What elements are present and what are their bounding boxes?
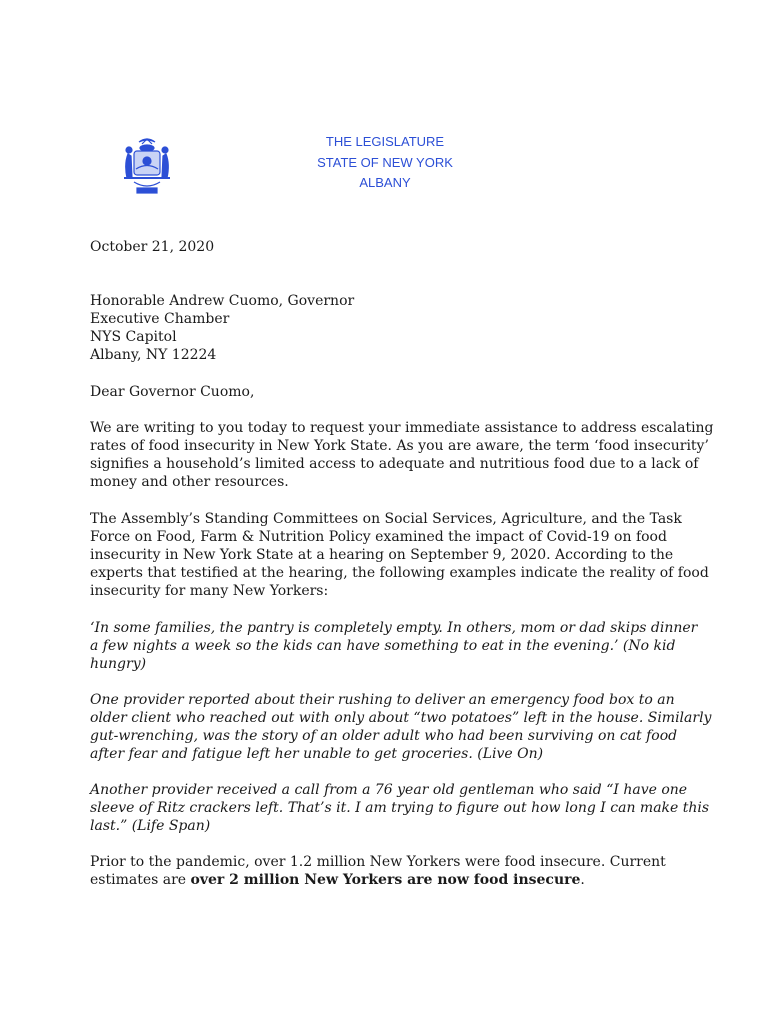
quote-no-kid-hungry [90,619,698,673]
recipient-line-1: Honorable Andrew Cuomo, Governor [90,293,355,309]
recipient-address [90,292,690,364]
paragraph-3-text: estimates are [90,872,191,888]
quote-3-line: sleeve of Ritz crackers left. That’s it. I am trying to figure out how long I can make this [90,800,710,816]
paragraph-3-line: Prior to the pandemic, over 1.2 million New Yorkers were food insecure. Current [90,854,666,870]
food-insecure-emphasis: over 2 million New Yorkers are now food insecure [190,872,581,888]
paragraph-2-line: insecurity in New York State at a hearing on September 9, 2020. According to the [90,547,674,563]
letterhead [290,132,480,194]
quote-life-span [90,781,710,835]
quote-2-line: One provider reported about their rushing to deliver an emergency food box to an [90,692,675,708]
paragraph-1 [90,419,714,491]
paragraph-2-line: The Assembly’s Standing Committees on Social Services, Agriculture, and the Task [90,511,682,527]
paragraph-1-line: signifies a household’s limited access to adequate and nutritious food due to a lack of [90,456,699,472]
letter-date: October 21, 2020 [90,239,215,255]
recipient-line-3: NYS Capitol [90,329,177,345]
new-york-state-seal-icon [112,134,182,202]
paragraph-1-line: We are writing to you today to request your immediate assistance to address escalating [90,420,714,436]
recipient-line-4: Albany, NY 12224 [90,347,217,363]
quote-2-line: older client who reached out with only about “two potatoes” left in the house. Similarly [90,710,712,726]
salutation: Dear Governor Cuomo, [90,384,255,400]
quote-2-line: after fear and fatigue left her unable to get groceries. (Live On) [90,746,544,762]
paragraph-1-line: money and other resources. [90,474,289,490]
paragraph-2-line: Force on Food, Farm & Nutrition Policy examined the impact of Covid-19 on food [90,529,667,545]
paragraph-2-line: insecurity for many New Yorkers: [90,583,329,599]
letterhead-line-3: ALBANY [359,175,411,190]
letterhead-line-2: STATE OF NEW YORK [317,154,453,170]
quote-1-line: a few nights a week so the kids can have something to eat in the evening.’ (No kid [90,638,676,654]
recipient-line-2: Executive Chamber [90,311,230,327]
paragraph-2-line: experts that testified at the hearing, the following examples indicate the reality of food [90,565,709,581]
paragraph-3 [90,853,690,889]
quote-live-on [90,691,712,763]
paragraph-3-line [90,871,690,889]
paragraph-2 [90,510,709,600]
letterhead-line-1: THE LEGISLATURE [325,134,445,149]
quote-2-line: gut-wrenching, was the story of an older adult who had been surviving on cat food [90,728,678,744]
quote-1-line: ‘In some families, the pantry is completely empty. In others, mom or dad skips dinner [90,620,698,636]
paragraph-1-line: rates of food insecurity in New York State. As you are aware, the term ‘food insecurity’ [90,438,709,454]
quote-1-line: hungry) [90,656,147,672]
paragraph-3-period: . [580,872,585,888]
quote-3-line: Another provider received a call from a 76 year old gentleman who said “I have one [90,782,688,798]
quote-3-line: last.” (Life Span) [90,818,211,834]
